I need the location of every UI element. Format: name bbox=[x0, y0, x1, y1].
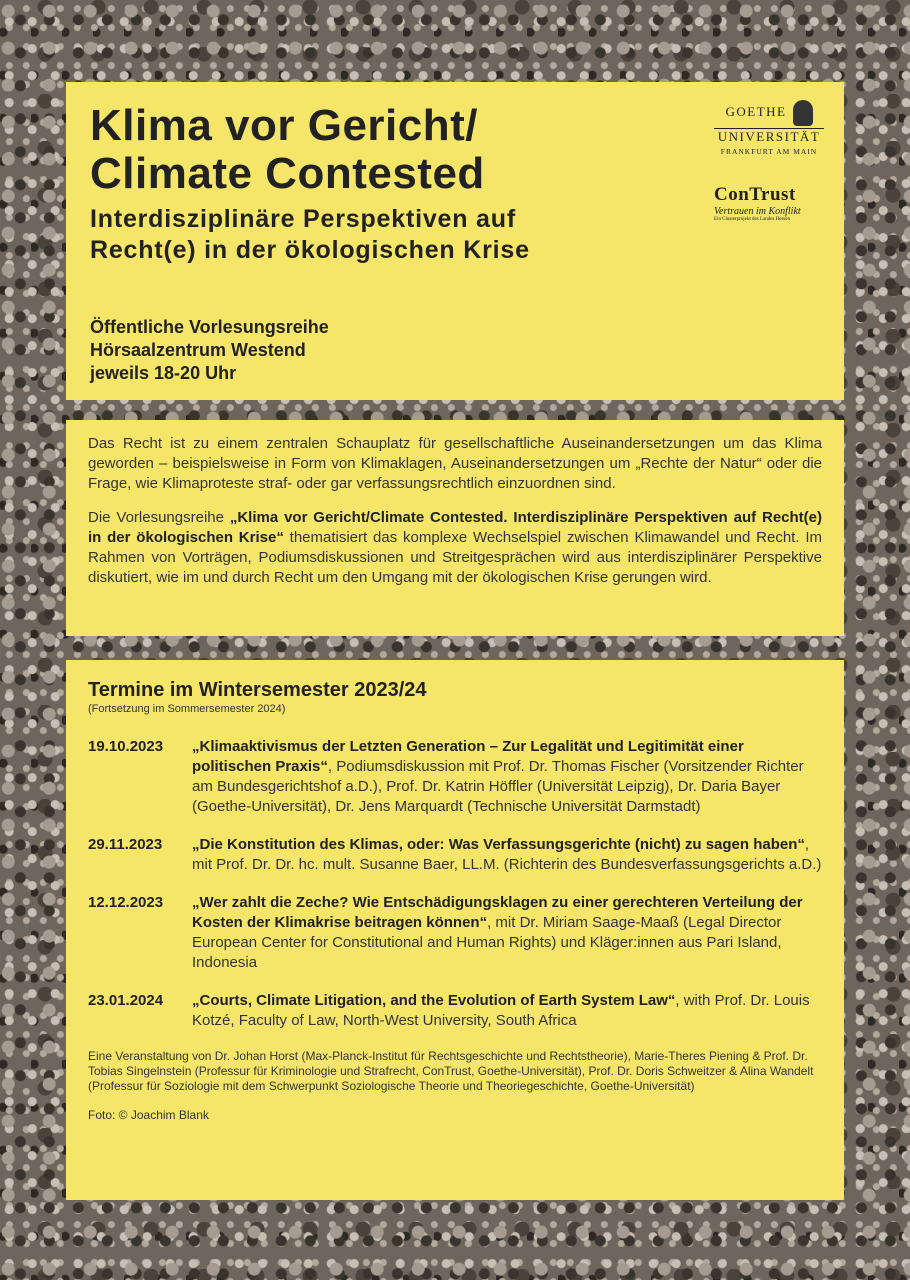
event-body bbox=[192, 835, 822, 875]
series-info bbox=[90, 316, 329, 385]
goethe-portrait-icon bbox=[793, 100, 813, 126]
goethe-logo-line-1: GOETHE bbox=[725, 103, 787, 119]
event-date: 19.10.2023 bbox=[88, 738, 164, 755]
event-date: 12.12.2023 bbox=[88, 894, 164, 911]
contrust-name: ConTrust bbox=[714, 184, 796, 205]
event-details: , Podiumsdiskussion mit Prof. Dr. Thomas Fischer (Vorsitzender Richter am Bundesgerichtshof a.D.), Prof. Dr. Katrin Höffler (Universität Leipzig), Dr. Daria Bayer (Goethe-Universität), Dr. Jens Marquardt (Technische Universität Darmstadt) bbox=[192, 758, 804, 815]
event-body bbox=[192, 893, 822, 973]
series-location: Hörsaalzentrum Westend bbox=[90, 340, 306, 360]
organizers-note: Eine Veranstaltung von Dr. Johan Horst (Max-Planck-Institut für Rechtsgeschichte und Rechtstheorie), Marie-Theres Piening & Prof. Dr. Tobias Singelnstein (Professur für Kriminologie und Strafrecht, ConTrust, Goethe-Universität), Prof. Dr. Doris Schweitzer & Alina Wandelt (Professur für Soziologie mit dem Schwerpunkt Soziologische Theorie und Theoriegeschichte, Goethe-Universität) bbox=[88, 1049, 814, 1093]
intro-p2-prefix: Die Vorlesungsreihe bbox=[88, 509, 230, 526]
schedule-note: (Fortsetzung im Sommersemester 2024) bbox=[88, 703, 286, 715]
series-time: jeweils 18-20 Uhr bbox=[90, 363, 237, 383]
intro-paragraph-1: Das Recht ist zu einem zentralen Schauplatz für gesellschaftliche Auseinandersetzungen um das Klima geworden – beispielsweise in Form von Klimaklagen, Auseinandersetzungen um „Rechte der Natur“ oder die Frage, wie Klimaproteste straf- oder gar verfassungsrechtlich einzuordnen sind. bbox=[88, 435, 822, 492]
event-details: , with Prof. Dr. Louis Kotzé, Faculty of Law, North-West University, South Africa bbox=[192, 992, 810, 1029]
title-line-1: Klima vor Gericht/ bbox=[90, 101, 479, 150]
subtitle-line-2: Recht(e) in der ökologischen Krise bbox=[90, 236, 530, 264]
event-title: „Die Konstitution des Klimas, oder: Was Verfassungsgerichte (nicht) zu sagen haben“ bbox=[192, 836, 805, 853]
event-title: „Courts, Climate Litigation, and the Evolution of Earth System Law“ bbox=[192, 992, 676, 1009]
event-item bbox=[88, 835, 822, 875]
goethe-university-logo bbox=[714, 100, 824, 159]
event-title: „Klimaaktivismus der Letzten Generation – Zur Legalität und Legitimität einer politischen Praxis“ bbox=[192, 738, 744, 775]
title bbox=[90, 102, 820, 198]
event-body bbox=[192, 991, 822, 1031]
event-item bbox=[88, 893, 822, 973]
subtitle-line-1: Interdisziplinäre Perspektiven auf bbox=[90, 205, 516, 233]
intro-panel bbox=[66, 420, 844, 636]
contrust-logo bbox=[714, 184, 824, 222]
contrust-tagline: Vertrauen im Konflikt bbox=[714, 206, 801, 217]
event-title: „Wer zahlt die Zeche? Wie Entschädigungsklagen zu einer gerechteren Verteilung der Kosten der Klimakrise beitragen können“ bbox=[192, 894, 803, 931]
intro-p2-bold: „Klima vor Gericht/Climate Contested. Interdisziplinäre Perspektiven auf Recht(e) in der ökologischen Krise“ bbox=[88, 509, 822, 546]
event-date: 23.01.2024 bbox=[88, 992, 164, 1009]
event-item bbox=[88, 737, 822, 817]
event-details: , mit Prof. Dr. Dr. hc. mult. Susanne Baer, LL.M. (Richterin des Bundesverfassungsgerichts a.D.) bbox=[192, 836, 822, 873]
photo-credit: Foto: © Joachim Blank bbox=[88, 1108, 209, 1122]
event-date: 29.11.2023 bbox=[88, 836, 163, 853]
series-type: Öffentliche Vorlesungsreihe bbox=[90, 317, 329, 337]
goethe-logo-line-2: UNIVERSITÄT bbox=[714, 128, 824, 144]
header-panel bbox=[66, 82, 844, 400]
title-line-2: Climate Contested bbox=[90, 149, 485, 198]
subtitle bbox=[90, 204, 820, 266]
event-body bbox=[192, 737, 822, 817]
contrust-small: Ein Clusterprojekt des Landes Hessen bbox=[714, 217, 791, 222]
schedule-panel bbox=[66, 660, 844, 1200]
event-item bbox=[88, 991, 822, 1031]
goethe-logo-line-3: FRANKFURT AM MAIN bbox=[720, 147, 818, 156]
intro-p2-rest: thematisiert das komplexe Wechselspiel zwischen Klimawandel und Recht. Im Rahmen von Vorträgen, Podiumsdiskussionen und Streitgesprächen wird aus interdisziplinärer Perspektive diskutiert, wie im und durch Recht um den Umgang mit der ökologischen Krise gerungen wird. bbox=[88, 529, 822, 586]
schedule-title: Termine im Wintersemester 2023/24 bbox=[88, 679, 427, 701]
intro-paragraph-2 bbox=[88, 508, 822, 588]
event-details: , mit Dr. Miriam Saage-Maaß (Legal Director European Center for Constitutional and Human Rights) und Kläger:innen aus Pari Island, Indonesia bbox=[192, 914, 782, 971]
